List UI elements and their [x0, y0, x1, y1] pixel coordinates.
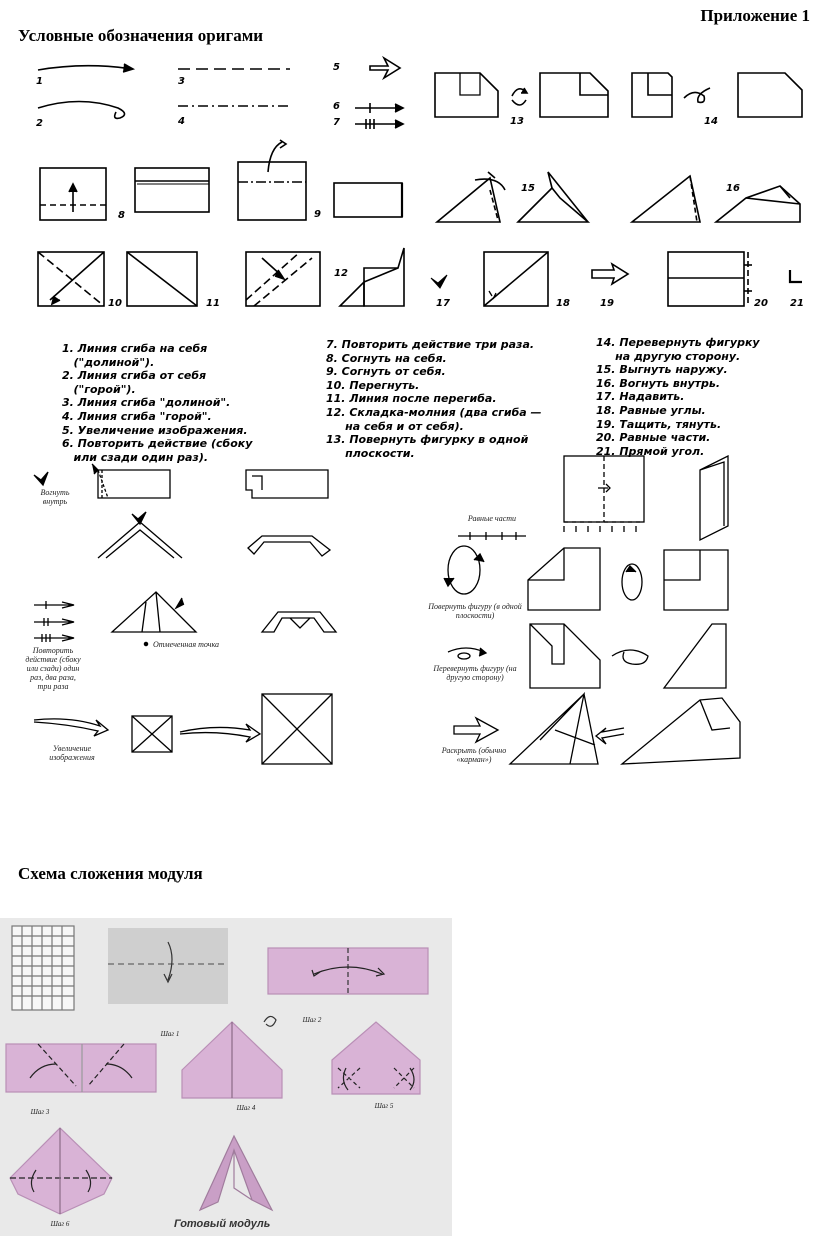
step-label: Шаг 6 [50, 1220, 70, 1228]
symbol-number: 13 [510, 116, 524, 127]
legend-line: 20. Равные части. [596, 431, 711, 445]
symbol-number: 19 [600, 298, 614, 309]
legend-line: 19. Тащить, тянуть. [596, 417, 722, 431]
legend-line: 17. Надавить. [596, 390, 685, 404]
step-label: Шаг 3 [30, 1108, 50, 1116]
caption-spread: Раскрыть (обычно «карман») [441, 746, 507, 764]
step-label: Шаг 4 [236, 1104, 256, 1112]
symbol-number: 7 [333, 117, 340, 128]
legend-line: 7. Повторить действие три раза. [326, 338, 535, 351]
legend-line: 11. Линия после перегиба. [326, 392, 497, 406]
finished-module [200, 1136, 272, 1210]
legend-column-2 [326, 338, 542, 460]
caption-repeat: Повторить действие (сбоку или сзади) один раз, два раза, три раза [25, 646, 81, 691]
legend-line: 16. Вогнуть внутрь. [596, 376, 721, 390]
mountain-fold-arrow [38, 102, 125, 119]
valley-fold-arrow [38, 66, 132, 70]
legend-line: ("горой"). [62, 382, 136, 396]
legend-line: 9. Согнуть от себя. [326, 365, 446, 379]
legend-line: 1. Линия сгиба на себя [62, 342, 208, 355]
pull-arrow [592, 264, 628, 284]
symbol-number: 17 [436, 298, 450, 309]
symbol-number: 6 [333, 101, 340, 112]
grid-paper [12, 926, 74, 1010]
step6-shape [10, 1128, 112, 1214]
extra-symbols-diagram [0, 455, 816, 775]
symbols-diagram [0, 48, 816, 318]
caption-enlarge: Увеличение изображения [49, 744, 95, 762]
symbol-number: 5 [333, 62, 340, 73]
symbol-number: 10 [108, 298, 122, 309]
symbol-number: 21 [790, 298, 804, 309]
step-label: Шаг 5 [374, 1102, 394, 1110]
symbol-number: 9 [314, 209, 321, 220]
legend-line: 10. Перегнуть. [326, 378, 420, 392]
appendix-label: Приложение 1 [700, 6, 810, 25]
legend-line: 15. Выгнуть наружу. [596, 363, 728, 377]
symbol-number: 15 [521, 183, 535, 194]
legend-line: 14. Перевернуть фигурку [596, 336, 760, 349]
symbol-number: 3 [178, 76, 185, 87]
step5-shape [332, 1022, 420, 1094]
finished-module-label: Готовый модуль [174, 1218, 271, 1230]
legend-line: плоскости. [326, 446, 415, 460]
step-label: Шаг 1 [160, 1030, 180, 1038]
symbol-number: 12 [334, 268, 348, 279]
caption-equal-parts: Равные части [467, 514, 517, 523]
module-folding-photo [0, 918, 452, 1236]
legend-line: 3. Линия сгиба "долиной". [62, 396, 231, 410]
symbol-number: 1 [36, 76, 43, 87]
legend-line: на другую сторону. [596, 349, 741, 363]
symbol-number: 18 [556, 298, 570, 309]
legend-line: 4. Линия сгиба "горой". [62, 409, 212, 423]
enlarge-arrow [370, 58, 400, 78]
legend-line: 18. Равные углы. [596, 403, 706, 417]
caption-marked-point: Отмеченная точка [152, 640, 220, 649]
legend-column-3 [596, 336, 760, 458]
symbol-number: 16 [726, 183, 740, 194]
step-label: Шаг 2 [302, 1016, 322, 1024]
page-title: Условные обозначения оригами [18, 26, 264, 45]
step1-sheet [108, 928, 228, 1004]
caption-flip: Перевернуть фигуру (на другую сторону) [433, 664, 517, 682]
symbol-number: 14 [704, 116, 718, 127]
symbol-number: 2 [36, 118, 43, 129]
legend-line: 2. Линия сгиба от себя [62, 369, 207, 383]
legend-line: на себя и от себя). [326, 419, 464, 433]
legend-line: ("долиной"). [62, 355, 155, 369]
legend-line: 12. Складка-молния (два сгиба — [326, 405, 542, 419]
caption-push-in: Вогнуть внутрь [40, 488, 70, 506]
symbol-number: 8 [118, 210, 125, 221]
legend-column-1 [62, 342, 252, 464]
step2-strip [268, 948, 428, 994]
symbol-number: 20 [754, 298, 768, 309]
symbol-number: 11 [206, 298, 220, 309]
legend-line: 6. Повторить действие (сбоку [62, 437, 253, 451]
legend-line: 21. Прямой угол. [596, 444, 705, 458]
caption-rotate: Повернуть фигуру (в одной плоскости) [428, 602, 522, 620]
flip-icon [684, 88, 710, 102]
section-title-module: Схема сложения модуля [18, 864, 203, 883]
legend-line: 5. Увеличение изображения. [62, 423, 248, 437]
legend-line: или сзади один раз). [62, 450, 209, 464]
legend-line: 13. Повернуть фигурку в одной [326, 433, 529, 447]
press-icon [431, 275, 447, 288]
symbol-number: 4 [178, 116, 185, 127]
legend-line: 8. Согнуть на себя. [326, 351, 447, 365]
